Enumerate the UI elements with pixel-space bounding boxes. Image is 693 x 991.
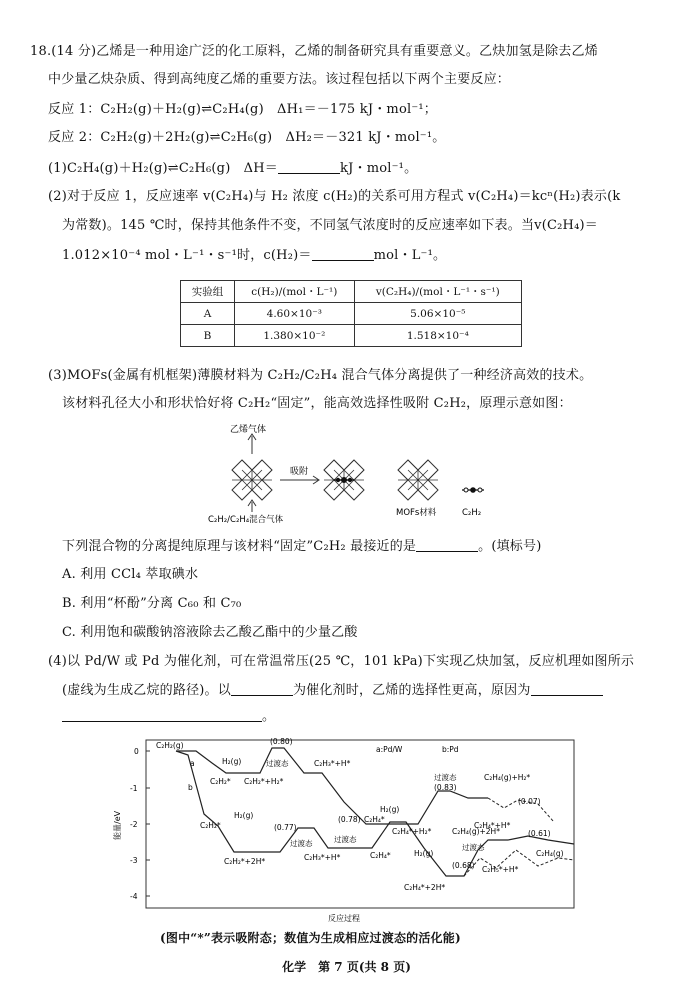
y-tick: 0 <box>134 747 139 756</box>
legend-b: b:Pd <box>442 745 459 754</box>
option-b: B. 利用“杯酚”分离 C₆₀ 和 C₇₀ <box>62 596 242 611</box>
activation-energy: (0.80) <box>270 737 293 746</box>
answer-blank-4[interactable] <box>231 682 293 696</box>
species-label: C₂H₅*+H* <box>482 865 519 874</box>
part-3-hint: 。(填标号) <box>478 539 542 554</box>
species-label: C₂H₄(g) <box>536 849 564 858</box>
activation-energy: (0.78) <box>338 815 361 824</box>
intro-line-1: 18.(14 分)乙烯是一种用途广泛的化工原料，乙烯的制备研究具有重要意义。乙炔加氢是除去乙烯 <box>30 44 598 59</box>
mixed-gas-label: C₂H₂/C₂H₄混合气体 <box>208 515 284 525</box>
species-label: H₂(g) <box>234 811 254 820</box>
table-header: 实验组 <box>181 281 235 303</box>
part-3-line-1: (3)MOFs(金属有机框架)薄膜材料为 C₂H₂/C₂H₄ 混合气体分离提供了一种经济高效的技术。 <box>48 368 593 383</box>
y-tick: -3 <box>130 856 138 865</box>
x-axis-label: 反应过程 <box>328 914 360 923</box>
table-cell: A <box>181 303 235 325</box>
y-ticks <box>130 747 150 901</box>
species-label: C₂H₄* <box>370 851 391 860</box>
answer-blank-5[interactable] <box>531 682 603 696</box>
part-1-text: (1)C₂H₄(g)＋H₂(g)⇌C₂H₆(g) ΔH＝ <box>48 161 278 176</box>
part-4-text-b: 为催化剂时，乙烯的选择性更高，原因为 <box>292 683 531 698</box>
mof-framework-legend <box>398 460 438 500</box>
part-3-line-2: 该材料孔径大小和形状恰好将 C₂H₂“固定”，能高效选择性吸附 C₂H₂，原理示意如图： <box>62 396 572 411</box>
adsorb-label: 吸附 <box>290 467 309 477</box>
page-footer: 化学 第 7 页(共 8 页) <box>282 960 411 974</box>
part-3-question-text: 下列混合物的分离提纯原理与该材料“固定”C₂H₂ 最接近的是 <box>62 539 417 554</box>
species-label: C₂H₂*+2H* <box>224 857 266 866</box>
species-label: C₂H₄*+H* <box>474 821 511 830</box>
answer-blank-6[interactable] <box>62 708 262 722</box>
part-4-line-3 <box>62 708 275 725</box>
part-4-end: 。 <box>262 709 276 724</box>
species-label: C₂H₂* <box>210 777 231 786</box>
table-cell: 4.60×10⁻³ <box>235 303 355 325</box>
activation-energy: (0.77) <box>274 823 297 832</box>
species-label: C₂H₄(g)+H₂* <box>484 773 531 782</box>
part-4-line-2 <box>62 682 603 699</box>
species-label: C₂H₂(g) <box>156 741 184 750</box>
rate-table <box>180 280 522 347</box>
option-a: A. 利用 CCl₄ 萃取碘水 <box>62 567 199 582</box>
part-2-line-1: (2)对于反应 1，反应速率 v(C₂H₄)与 H₂ 浓度 c(H₂)的关系可用方程式 v(C₂H₄)＝kcⁿ(H₂)表示(k <box>48 189 621 204</box>
species-label: C₂H₄*+H₂* <box>392 827 432 836</box>
part-2-line-3 <box>62 247 446 264</box>
y-tick: -2 <box>130 820 138 829</box>
species-label: C₂H₂*+H₂* <box>244 777 284 786</box>
species-label: H₂(g) <box>222 757 242 766</box>
mof-framework-empty <box>232 460 272 500</box>
part-4-line-1: (4)以 Pd/W 或 Pd 为催化剂，可在常温常压(25 ℃，101 kPa)下实现乙炔加氢，反应机理如图所示 <box>48 654 635 669</box>
answer-blank-1[interactable] <box>278 160 340 174</box>
table-row <box>181 303 522 325</box>
y-axis-label: 能量/eV <box>113 810 122 840</box>
part-1-unit: kJ・mol⁻¹。 <box>340 161 418 176</box>
table-row <box>181 325 522 347</box>
species-label: H₂(g) <box>380 805 400 814</box>
answer-blank-2[interactable] <box>312 247 374 261</box>
activation-energy: (0.61) <box>528 829 551 838</box>
species-label: C₂H₃*+H* <box>304 853 341 862</box>
part-4-text-a: (虚线为生成乙烷的路径)。以 <box>62 683 231 698</box>
species-label: C₂H₂* <box>200 821 221 830</box>
part-1 <box>48 160 417 177</box>
c2h2-molecule-legend <box>462 487 484 493</box>
y-tick: -1 <box>130 784 138 793</box>
species-label: C₂H₃*+H* <box>314 759 351 768</box>
species-label: 过渡态 <box>266 759 289 768</box>
species-label: H₂(g) <box>414 849 434 858</box>
y-tick: -4 <box>130 892 138 901</box>
reaction-1: 反应 1：C₂H₂(g)＋H₂(g)⇌C₂H₄(g) ΔH₁＝－175 kJ・mol⁻¹； <box>48 102 438 117</box>
part-2-unit: mol・L⁻¹。 <box>373 248 447 263</box>
part-3-question <box>62 538 541 555</box>
option-c: C. 利用饱和碳酸钠溶液除去乙酸乙酯中的少量乙酸 <box>62 625 358 640</box>
activation-energy: (0.07) <box>518 797 541 806</box>
species-label: C₂H₄* <box>364 815 385 824</box>
table-cell: B <box>181 325 235 347</box>
species-label: 过渡态 <box>462 843 485 852</box>
species-label: C₂H₄*+2H* <box>404 883 446 892</box>
species-label: 过渡态 <box>334 835 357 844</box>
table-header-row <box>181 281 522 303</box>
energy-profile-chart <box>108 730 588 930</box>
legend-a: a:Pd/W <box>376 745 403 754</box>
species-label: C₂H₄(g)+2H* <box>452 827 500 836</box>
table-header: c(H₂)/(mol・L⁻¹) <box>235 281 355 303</box>
activation-energy: (0.83) <box>434 783 457 792</box>
curve-b-marker: b <box>188 783 193 792</box>
chart-caption: (图中“*”表示吸附态；数值为生成相应过渡态的活化能) <box>160 931 461 945</box>
species-label: 过渡态 <box>434 773 457 782</box>
mof-diagram <box>200 418 500 526</box>
part-2-text: 1.012×10⁻⁴ mol・L⁻¹・s⁻¹时，c(H₂)＝ <box>62 248 312 263</box>
c2h2-molecule-in-mof <box>334 477 354 483</box>
curve-a-marker: a <box>190 759 195 768</box>
c2h2-legend-label: C₂H₂ <box>462 508 482 518</box>
species-label: 过渡态 <box>290 839 313 848</box>
intro-line-2: 中少量乙炔杂质、得到高纯度乙烯的重要方法。该过程包括以下两个主要反应： <box>48 72 511 87</box>
answer-blank-3[interactable] <box>416 538 478 552</box>
table-cell: 5.06×10⁻⁵ <box>354 303 521 325</box>
activation-energy: (0.68) <box>452 861 475 870</box>
table-cell: 1.380×10⁻² <box>235 325 355 347</box>
reaction-2: 反应 2：C₂H₂(g)＋2H₂(g)⇌C₂H₆(g) ΔH₂＝－321 kJ・mol⁻¹。 <box>48 130 446 145</box>
table-cell: 1.518×10⁻⁴ <box>354 325 521 347</box>
table-header: v(C₂H₄)/(mol・L⁻¹・s⁻¹) <box>354 281 521 303</box>
mof-material-label: MOFs材料 <box>396 508 437 518</box>
ethylene-gas-label: 乙烯气体 <box>230 425 267 435</box>
part-2-line-2: 为常数)。145 ℃时，保持其他条件不变，不同氢气浓度时的反应速率如下表。当v(C₂H₄)＝ <box>62 218 598 233</box>
